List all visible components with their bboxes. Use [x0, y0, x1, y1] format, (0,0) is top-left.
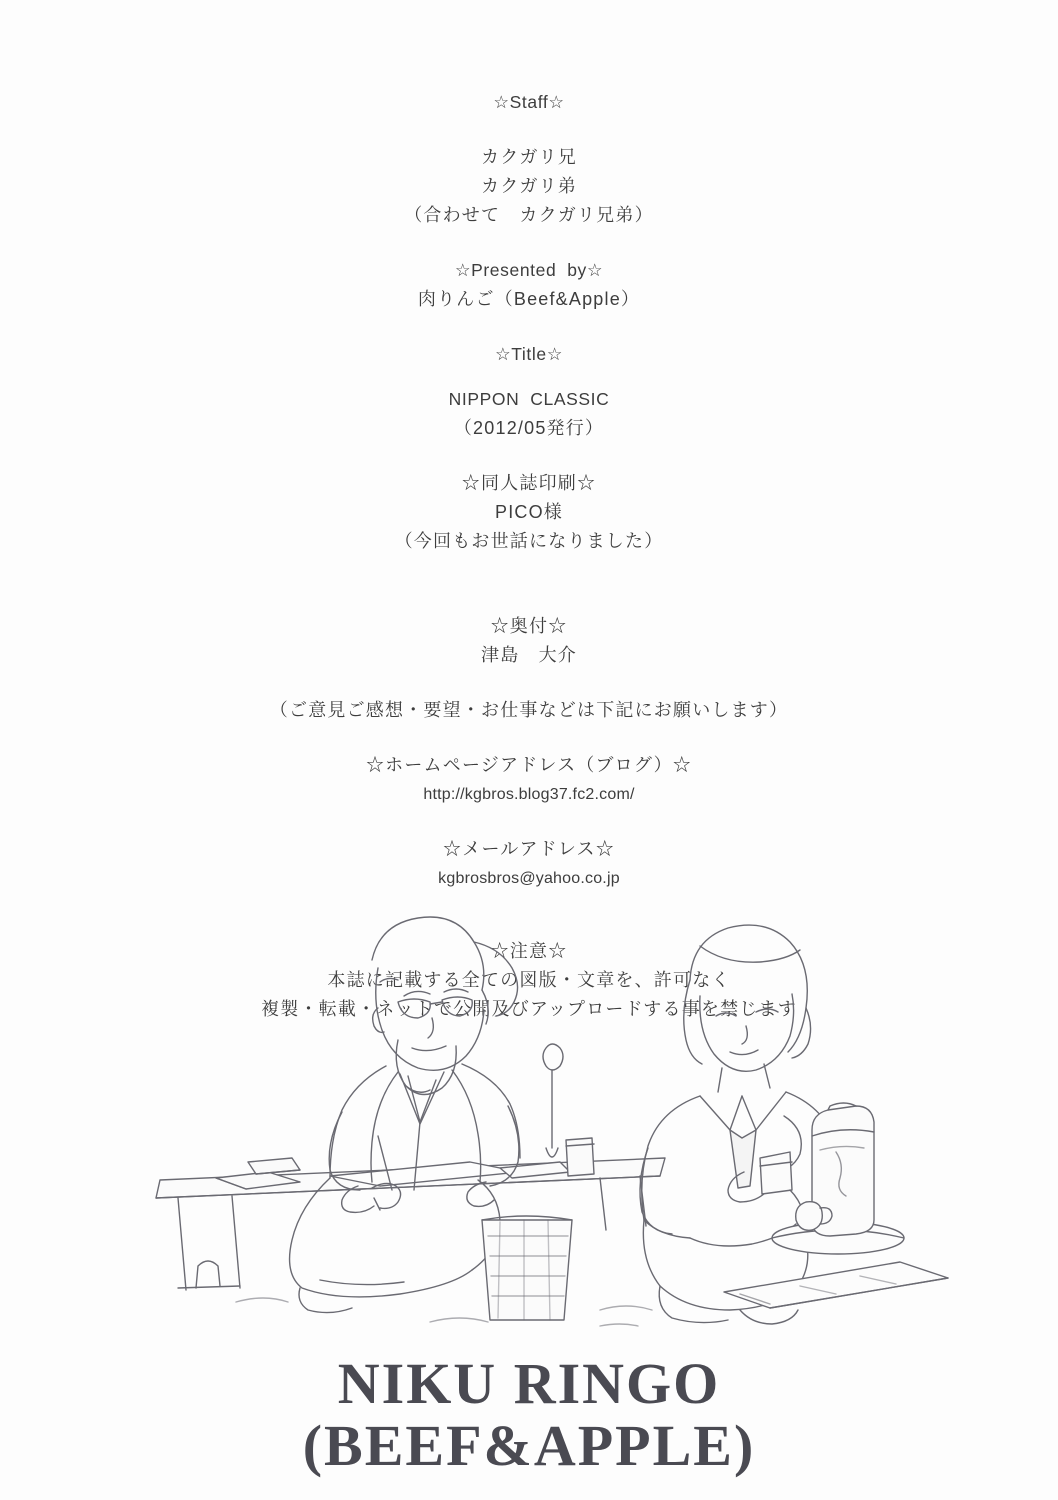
mail-heading: ☆メールアドレス☆ [443, 839, 615, 859]
printing-heading: ☆同人誌印刷☆ [461, 473, 597, 493]
young-woman [640, 925, 836, 1324]
logo-line-2: (BEEF&APPLE) [302, 1413, 756, 1478]
presented-heading: ☆Presented by☆ [454, 260, 604, 280]
homepage-section [0, 751, 1058, 809]
paper-stack-right [724, 1262, 948, 1308]
staff-member-1: カクガリ兄 [481, 147, 577, 167]
ground-strokes [236, 1298, 652, 1326]
presented-section [0, 256, 1058, 314]
homepage-url[interactable]: http://kgbros.blog37.fc2.com/ [423, 786, 635, 803]
notice-line-1: 本誌に記載する全ての図版・文章を、許可なく [327, 970, 731, 990]
circle-logo [0, 1345, 1058, 1495]
imprint-heading: ☆奥付☆ [490, 616, 568, 636]
logo-line-1: NIKU RINGO [337, 1351, 721, 1416]
work-title: NIPPON CLASSIC [448, 389, 610, 409]
printing-company: PICO様 [494, 502, 563, 522]
woven-basket [482, 1216, 572, 1320]
staff-heading: ☆Staff☆ [493, 92, 565, 112]
work-date: （2012/05発行） [453, 418, 605, 438]
lineart-illustration [0, 890, 1058, 1360]
notice-line-2: 複製・転載・ネットで公開及びアップロードする事を禁じます [261, 999, 797, 1019]
imprint-section [0, 612, 1058, 670]
presented-by: 肉りんご（Beef&Apple） [417, 289, 641, 309]
staff-section [0, 88, 1058, 230]
notice-heading: ☆注意☆ [490, 941, 568, 961]
title-heading: ☆Title☆ [495, 344, 563, 364]
mail-address[interactable]: kgbrosbros@yahoo.co.jp [438, 870, 620, 887]
brush-stand [543, 1044, 563, 1157]
printing-note: （今回もお世話になりました） [394, 531, 664, 551]
staff-member-3: （合わせて カクガリ兄弟） [404, 205, 654, 225]
imprint-name: 津島 大介 [481, 645, 577, 665]
printing-section [0, 469, 1058, 556]
mail-section [0, 835, 1058, 893]
staff-member-2: カクガリ弟 [481, 176, 577, 196]
title-section [0, 340, 1058, 443]
colophon-text-block [0, 88, 1058, 1024]
contact-note: （ご意見ご感想・要望・お仕事などは下記にお願いします） [269, 700, 789, 720]
homepage-heading: ☆ホームページアドレス（ブログ）☆ [365, 755, 693, 775]
